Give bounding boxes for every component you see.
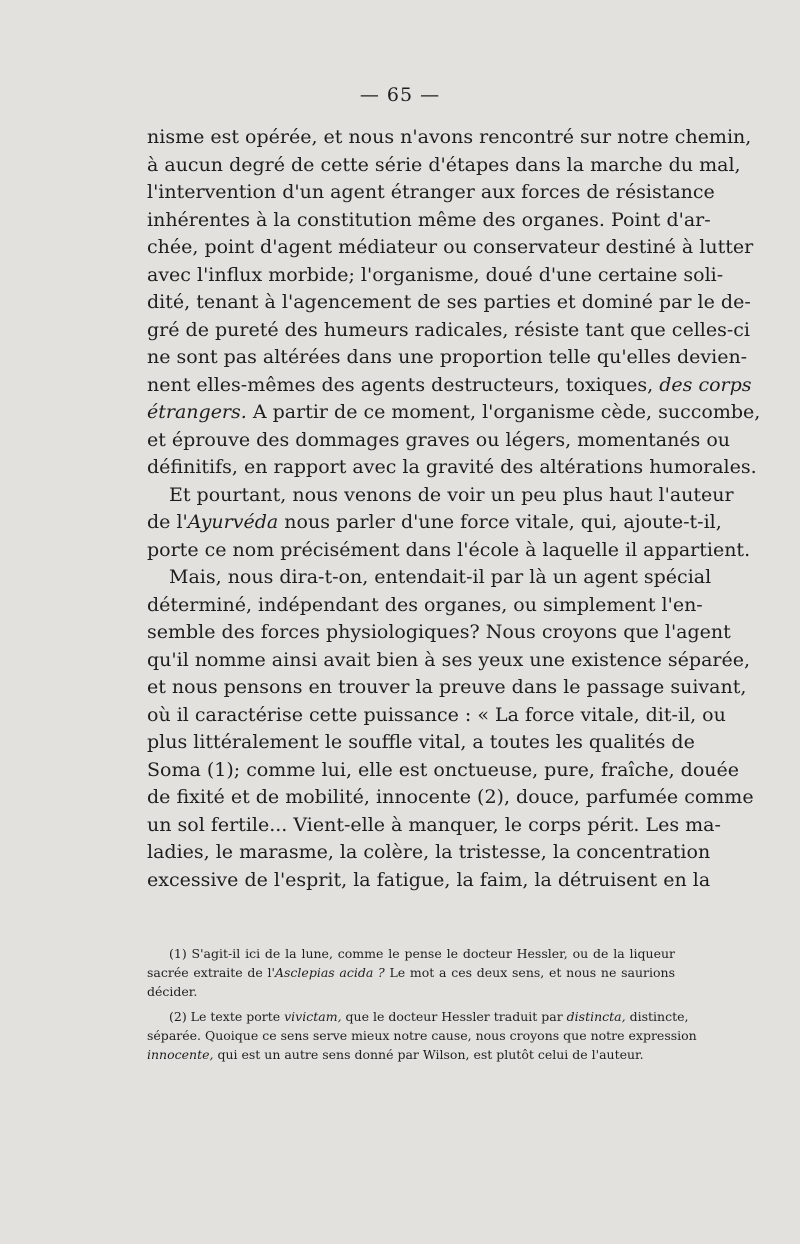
italic-word: vivictam, bbox=[284, 1009, 342, 1024]
text-segment: A partir de ce moment, l'organisme cède, succombe, bbox=[252, 401, 761, 423]
text-line: à aucun degré de cette série d'étapes dans la marche du mal, bbox=[147, 153, 741, 176]
italic-word: distincta, bbox=[566, 1009, 626, 1024]
text-line: Soma (1); comme lui, elle est onctueuse, pure, fraîche, douée bbox=[147, 758, 740, 781]
text-line bbox=[147, 399, 761, 427]
text-line: l'intervention d'un agent étranger aux forces de résistance bbox=[147, 181, 715, 203]
text-line: Mais, nous dira-t-on, entendait-il par là un agent spécial bbox=[169, 566, 712, 588]
text-segment: nous parler d'une force vitale, qui, ajoute-t-il, bbox=[284, 511, 722, 533]
text-segment: nent elles-mêmes des agents destructeurs, toxiques, bbox=[147, 373, 654, 396]
text-segment: Le mot a ces deux sens, et nous ne saurions bbox=[389, 965, 675, 980]
text-line: dité, tenant à l'agencement de ses parties et dominé par le de- bbox=[147, 291, 751, 313]
text-line: qu'il nomme ainsi avait bien à ses yeux une existence séparée, bbox=[147, 648, 751, 671]
text-line: avec l'influx morbide; l'organisme, doué d'une certaine soli- bbox=[147, 263, 724, 286]
text-line: ne sont pas altérées dans une proportion telle qu'elles devien- bbox=[147, 346, 748, 368]
footnote-1-line: décider. bbox=[147, 984, 198, 999]
text-line: ladies, le marasme, la colère, la tristesse, la concentration bbox=[147, 841, 711, 863]
text-line: et nous pensons en trouver la preuve dans le passage suivant, bbox=[147, 676, 747, 698]
text-line: porte ce nom précisément dans l'école à laquelle il appartient. bbox=[147, 538, 751, 561]
footnote-2-line: séparée. Quoique ce sens serve mieux notre cause, nous croyons que notre expression bbox=[147, 1028, 697, 1043]
text-line bbox=[147, 372, 752, 400]
text-line: excessive de l'esprit, la fatigue, la faim, la détruisent en la bbox=[147, 868, 711, 891]
body-text bbox=[147, 124, 761, 894]
text-line: de fixité et de mobilité, innocente (2), douce, parfumée comme bbox=[147, 786, 754, 808]
footnote-2-line bbox=[147, 1007, 689, 1026]
footnote-1-line: (1) S'agit-il ici de la lune, comme le pense le docteur Hessler, ou de la liqueur bbox=[169, 946, 675, 961]
text-line: Et pourtant, nous venons de voir un peu plus haut l'auteur bbox=[169, 483, 734, 506]
footnotes bbox=[147, 944, 697, 1064]
text-line: gré de pureté des humeurs radicales, résiste tant que celles-ci bbox=[147, 318, 750, 341]
text-line: nisme est opérée, et nous n'avons rencontré sur notre chemin, bbox=[147, 126, 752, 148]
text-line bbox=[147, 509, 722, 537]
text-line: inhérentes à la constitution même des organes. Point d'ar- bbox=[147, 208, 711, 231]
text-line: où il caractérise cette puissance : « La force vitale, dit-il, ou bbox=[147, 703, 726, 726]
text-line: définitifs, en rapport avec la gravité des altérations humorales. bbox=[147, 456, 757, 478]
italic-word: étrangers. bbox=[147, 401, 247, 423]
text-segment: sacrée extraite de l' bbox=[147, 965, 275, 980]
italic-title: Ayurvéda bbox=[187, 511, 279, 533]
italic-phrase: des corps bbox=[659, 373, 752, 396]
text-segment: distincte, bbox=[629, 1009, 689, 1024]
footnote-2-line bbox=[147, 1045, 675, 1064]
text-segment: que le docteur Hessler traduit par bbox=[345, 1009, 563, 1024]
text-line: déterminé, indépendant des organes, ou simplement l'en- bbox=[147, 593, 703, 616]
text-segment: (2) Le texte porte bbox=[169, 1009, 281, 1024]
footnote-1-line bbox=[147, 963, 675, 982]
text-line: plus littéralement le souffle vital, a toutes les qualités de bbox=[147, 731, 695, 753]
text-line: et éprouve des dommages graves ou légers, momentanés ou bbox=[147, 428, 731, 451]
text-segment: qui est un autre sens donné par Wilson, est plutôt celui de l'auteur. bbox=[217, 1047, 644, 1062]
text-line: chée, point d'agent médiateur ou conservateur destiné à lutter bbox=[147, 236, 754, 258]
page-number: — 65 — bbox=[359, 84, 441, 106]
italic-phrase: Asclepias acida ? bbox=[274, 965, 385, 980]
italic-word: innocente, bbox=[147, 1047, 214, 1062]
text-line: un sol fertile... Vient-elle à manquer, le corps périt. Les ma- bbox=[147, 813, 721, 836]
text-segment: de l' bbox=[147, 511, 188, 533]
text-line: semble des forces physiologiques? Nous croyons que l'agent bbox=[147, 621, 731, 643]
